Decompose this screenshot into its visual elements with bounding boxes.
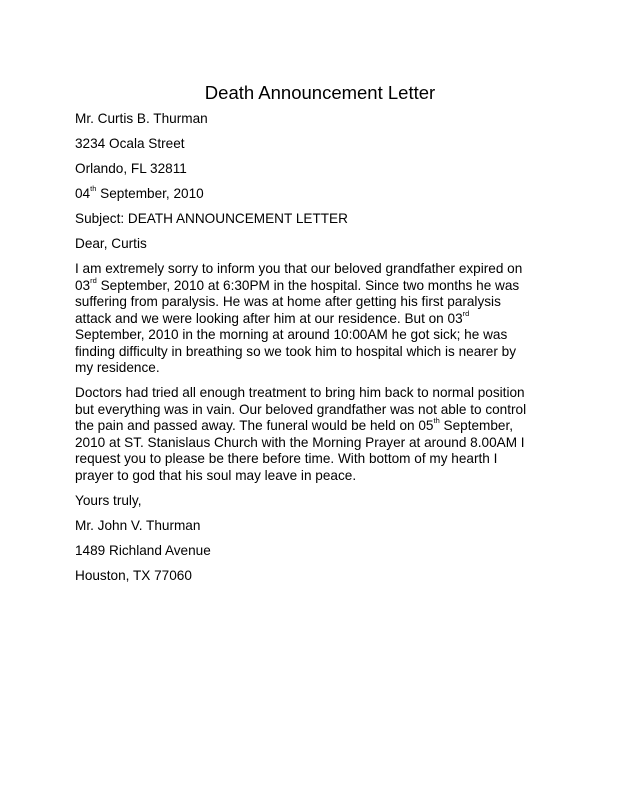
paragraph-line: but everything was in vain. Our beloved grandfather was not able to control	[75, 401, 527, 417]
signer-name: Mr. John V. Thurman	[75, 517, 201, 533]
signer-street: 1489 Richland Avenue	[75, 542, 211, 558]
paragraph-line: the pain and passed away. The funeral would be held on 05th September,	[75, 416, 514, 433]
paragraph-line: request you to please be there before time. With bottom of my hearth I	[75, 451, 498, 466]
paragraph-line: prayer to god that his soul may leave in peace.	[75, 467, 357, 483]
paragraph-line: finding difficulty in breathing so we took him to hospital which is nearer by	[75, 343, 517, 359]
letter-date	[75, 186, 560, 203]
paragraph-line: my residence.	[75, 360, 160, 375]
date-rest: September, 2010	[96, 186, 204, 201]
sender-street: 3234 Ocala Street	[75, 136, 185, 151]
paragraph-two	[75, 385, 560, 484]
sender-city: Orlando, FL 32811	[75, 161, 187, 176]
paragraph-line: suffering from paralysis. He was at home after getting his first paralysis	[75, 294, 501, 309]
paragraph-line: September, 2010 in the morning at around 10:00AM he got sick; he was	[75, 327, 508, 342]
paragraph-line: 03rd September, 2010 at 6:30PM in the hospital. Since two months he was	[75, 275, 520, 293]
date-suffix: th	[90, 184, 97, 194]
document-title: Death Announcement Letter	[204, 82, 436, 103]
letter-subject: Subject: DEATH ANNOUNCEMENT LETTER	[75, 211, 348, 226]
paragraph-line: attack and we were looking after him at our residence. But on 03rd	[75, 308, 470, 326]
paragraph-one	[75, 261, 560, 377]
paragraph-line: Doctors had tried all enough treatment to bring him back to normal position	[75, 385, 525, 400]
sender-name: Mr. Curtis B. Thurman	[75, 111, 208, 126]
letter-closing: Yours truly,	[75, 492, 142, 508]
date-day: 04	[75, 186, 91, 201]
signer-city: Houston, TX 77060	[75, 567, 192, 583]
paragraph-line: 2010 at ST. Stanislaus Church with the Morning Prayer at around 8.00AM I	[75, 434, 525, 450]
letter-body	[75, 111, 560, 593]
paragraph-line: I am extremely sorry to inform you that our beloved grandfather expired on	[75, 261, 523, 276]
letter-salutation: Dear, Curtis	[75, 236, 147, 251]
